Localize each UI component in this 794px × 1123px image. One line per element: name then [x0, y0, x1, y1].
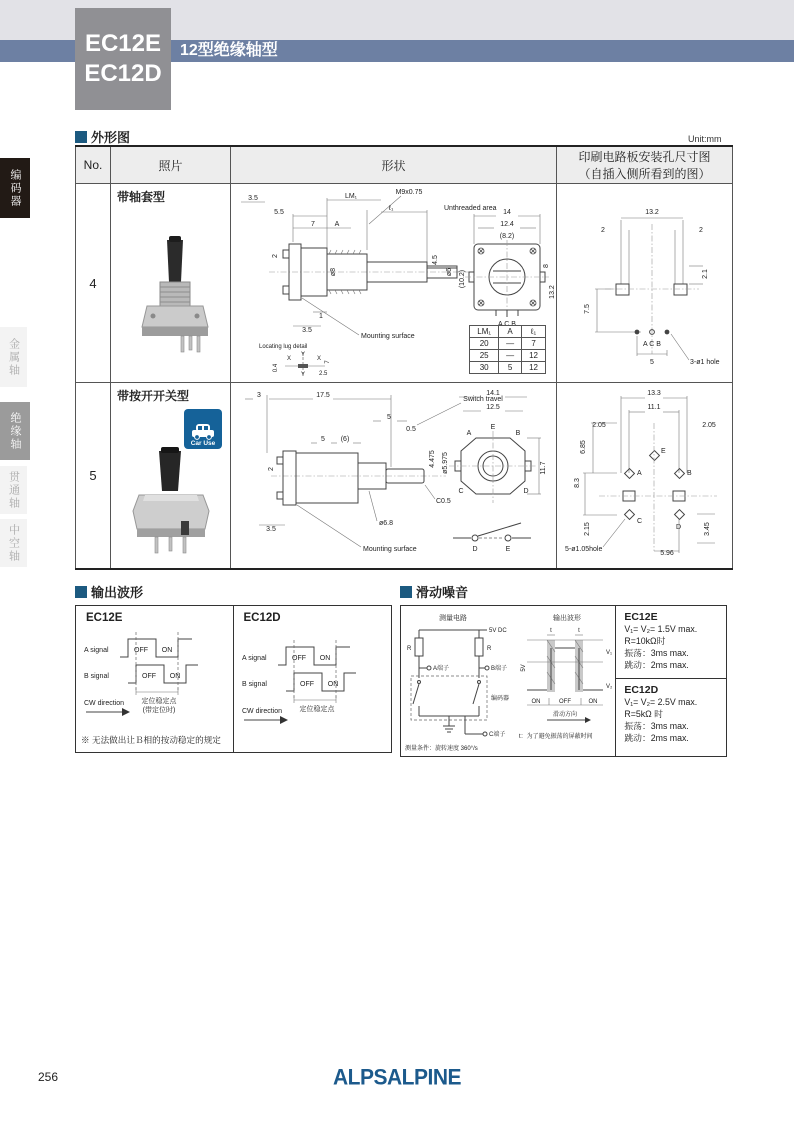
row5-no: 5	[76, 383, 111, 570]
dim-label: 3.45	[704, 522, 711, 536]
dim-label: 2.05	[592, 422, 606, 429]
row5-pcb-drawing	[557, 383, 732, 563]
pin-label: D	[676, 524, 682, 531]
dim-label: 2	[272, 254, 279, 258]
pin-label: D	[523, 488, 529, 495]
lm-cell: 20	[470, 338, 499, 350]
sidebar-tab-encoder[interactable]: 编码器	[0, 158, 30, 218]
resistor-label: R	[407, 646, 412, 652]
dim-label: 3.5	[248, 195, 258, 202]
state-label: ON	[319, 655, 330, 662]
dim-label: 7	[325, 360, 331, 364]
waveform-note: ※ 无法做出让Ｂ相的按动稳定的规定	[81, 735, 221, 745]
dim-label: 2.05	[702, 422, 716, 429]
row4-product-photo	[129, 232, 221, 362]
dim-label: 11.7	[540, 461, 547, 475]
row5-pcb-cell	[557, 383, 733, 570]
col-pcb-line1: 印刷电路板安装孔尺寸图	[578, 150, 711, 164]
brand-logo: ALPSALPINE	[332, 1065, 461, 1090]
table-row	[76, 383, 733, 570]
col-photo: 照片	[111, 146, 231, 184]
terminal-label: C端子	[489, 732, 506, 738]
spec-name: EC12D	[624, 684, 659, 696]
dim-label: Switch travel	[463, 396, 503, 403]
spec-line: 振荡：3ms max.	[624, 721, 689, 731]
panel-name: EC12D	[243, 612, 281, 624]
signal-label: A signal	[241, 655, 267, 662]
section-bullet-icon	[75, 586, 87, 598]
car-icon	[190, 422, 216, 440]
lm-header: LM₁	[470, 326, 499, 338]
dim-label: 0.4	[273, 363, 279, 373]
t-label: t	[550, 628, 552, 634]
dim-label: 2.15	[584, 522, 591, 536]
dim-label: 14.1	[486, 390, 500, 397]
row4-no: 4	[76, 184, 111, 383]
t-label: t	[578, 628, 580, 634]
dim-label: ø8	[330, 267, 337, 277]
dim-label: LM₁	[344, 193, 358, 200]
ec12e-waveform	[80, 624, 228, 724]
cw-label: CW direction	[84, 700, 125, 707]
ec12d-waveform	[238, 632, 386, 732]
spec-line: R=5kΩ 时	[624, 709, 663, 719]
state-label: ON	[161, 647, 173, 654]
wave-title: 输出波形	[553, 615, 581, 622]
lm-cell: —	[499, 350, 522, 362]
row5-type-label: 带按开开关型	[117, 389, 190, 403]
outline-section-label: 外形图	[91, 130, 131, 145]
spec-panel-ec12e	[616, 606, 726, 679]
wave-note: t：为了避免振荡的屏蔽时间	[519, 734, 593, 740]
pin-label: B	[687, 470, 692, 477]
lug-label: Y	[300, 352, 306, 358]
dim-label: 13.2	[645, 209, 659, 216]
model-line1: EC12E	[84, 30, 162, 57]
unit-label: Unit:mm	[688, 134, 722, 144]
car-use-label: Car Use	[190, 440, 216, 447]
lm-cell: 30	[470, 362, 499, 374]
dim-label: 2	[268, 467, 275, 471]
cw-label: CW direction	[241, 708, 282, 715]
dim-label: ø6	[446, 267, 453, 277]
page-title: 12型绝缘轴型	[180, 42, 278, 59]
dim-label: 2	[699, 227, 703, 234]
dim-label: C0.5	[436, 498, 451, 505]
waveform-section-title	[75, 582, 143, 601]
spec-line: V₁= V₂= 2.5V max.	[624, 697, 698, 707]
hole-label: 3-ø1 hole	[690, 359, 720, 366]
noise-box	[400, 605, 727, 757]
dim-label: 14	[503, 209, 511, 216]
row4-lm-table	[469, 325, 546, 374]
spec-name: EC12E	[624, 611, 658, 623]
output-wave-diagram	[519, 610, 615, 755]
dim-label: A	[334, 221, 340, 228]
model-box	[75, 8, 171, 110]
dim-label: (8.2)	[499, 233, 515, 240]
dim-label: 13.2	[549, 285, 556, 299]
row5-shape-cell	[231, 383, 557, 570]
col-no: No.	[76, 146, 111, 184]
dim-label: 12.4	[500, 221, 514, 228]
spec-panel-ec12d	[616, 679, 726, 744]
dim-label: 2.1	[702, 269, 709, 279]
dim-label: ø6.8	[379, 520, 394, 527]
row5-product-photo	[125, 445, 217, 557]
row5-shape-drawing	[231, 383, 556, 563]
page-number: 256	[38, 1070, 59, 1084]
dim-label: 11.1	[647, 404, 661, 411]
noise-specs	[616, 606, 726, 756]
noise-section-label: 滑动噪音	[416, 585, 469, 600]
pin-label: C	[637, 518, 643, 525]
condition-label: 测量条件：旋转速度 360°/s	[405, 746, 478, 752]
outline-table	[75, 145, 733, 570]
dim-label: 3.5	[266, 526, 276, 533]
waveform-box	[75, 605, 392, 753]
dim-label: 3	[257, 392, 261, 399]
lm-cell: 25	[470, 350, 499, 362]
lm-header: ℓ₁	[522, 326, 546, 338]
dim-label: 12.5	[486, 404, 500, 411]
section-bullet-icon	[75, 131, 87, 143]
dim-label: 7	[311, 221, 315, 228]
spec-line: 跳动：2ms max.	[624, 660, 689, 670]
circuit-title: 测量电路	[439, 615, 467, 622]
state-label: OFF	[134, 647, 148, 654]
dim-label: ø5.975	[442, 452, 449, 474]
state-label: OFF	[142, 673, 156, 680]
pin-label: B	[515, 430, 521, 437]
direction-label: 滑动方向	[552, 712, 578, 718]
state-label: ON	[531, 699, 541, 705]
sidebar-tab-hollow[interactable]: 中空轴	[0, 519, 27, 567]
row4-pcb-cell	[557, 184, 733, 383]
lm-cell: 7	[522, 338, 546, 350]
dim-label: ℓ₁	[388, 205, 394, 212]
sidebar-tab-through[interactable]: 贯通轴	[0, 466, 27, 514]
terminal-label: A端子	[433, 666, 450, 672]
measurement-circuit	[403, 610, 518, 755]
supply-label: 5V DC	[489, 628, 507, 634]
dim-label: 6.85	[580, 440, 587, 454]
signal-label: B signal	[84, 673, 109, 680]
lm-cell: 12	[522, 362, 546, 374]
pin-label: A	[466, 430, 472, 437]
spec-line: R=10kΩ时	[624, 636, 666, 646]
pin-label: C	[458, 488, 464, 495]
panel-name: EC12E	[86, 612, 123, 624]
dim-label: 13.3	[647, 390, 661, 397]
sidebar-tab-insulated[interactable]: 绝缘轴	[0, 402, 30, 460]
model-line2: EC12D	[84, 60, 162, 87]
spec-line: V₁= V₂= 1.5V max.	[624, 624, 698, 634]
col-pcb-line2: （自插入侧所看到的图）	[578, 167, 711, 181]
lug-label: X	[286, 356, 292, 362]
section-bullet-icon	[400, 586, 412, 598]
v-label: V₁	[606, 650, 613, 656]
switch-label: E	[505, 546, 511, 553]
outline-section-title	[75, 127, 130, 146]
lm-cell: 12	[522, 350, 546, 362]
dim-label: 5	[387, 414, 391, 421]
dim-label: 3.5	[302, 327, 312, 334]
pin-label: A	[637, 470, 642, 477]
col-pcb	[557, 146, 733, 184]
dim-label: (10.2)	[459, 269, 466, 289]
stable-label: 定位稳定点	[299, 706, 334, 713]
signal-label: A signal	[84, 647, 109, 654]
row4-photo-cell	[111, 184, 231, 383]
stable-label2: (带定位时)	[142, 707, 176, 714]
state-label: ON	[169, 673, 181, 680]
dim-label: 7.5	[584, 304, 591, 314]
dim-label: 4.475	[429, 450, 436, 468]
waveform-panel-ec12e	[76, 606, 234, 752]
car-use-badge	[184, 409, 222, 449]
dim-label: (6)	[340, 436, 350, 443]
table-row	[76, 184, 733, 383]
dim-label: Mounting surface	[363, 546, 417, 553]
state-label: ON	[588, 699, 598, 705]
dim-label: 17.5	[316, 392, 330, 399]
state-label: OFF	[291, 655, 306, 662]
dim-label: Unthreaded area	[444, 205, 497, 212]
v-label: V₂	[606, 684, 613, 690]
col-shape: 形状	[231, 146, 557, 184]
noise-diagrams	[401, 606, 616, 756]
pin-label: E	[490, 424, 496, 431]
row4-type-label: 带轴套型	[117, 190, 166, 204]
dim-label: 5.5	[274, 209, 284, 216]
dim-label: 4.5	[432, 255, 439, 265]
lm-header: A	[499, 326, 522, 338]
noise-section-title	[400, 582, 468, 601]
waveform-section-label: 输出波形	[91, 585, 144, 600]
row5-photo-cell	[111, 383, 231, 570]
pin-labels: A C B	[498, 321, 516, 328]
pin-labels: A C B	[643, 341, 661, 348]
state-label: OFF	[299, 681, 314, 688]
lm-cell: —	[499, 338, 522, 350]
switch-label: D	[472, 546, 478, 553]
hole-label: 5-ø1.05hole	[565, 546, 603, 553]
dim-label: 8	[543, 264, 550, 268]
terminal-label: B端子	[491, 666, 508, 672]
dim-label: 5	[321, 436, 325, 443]
dim-label: 5.96	[660, 550, 674, 557]
encoder-label: 编码器	[491, 696, 510, 702]
lm-cell: 5	[499, 362, 522, 374]
dim-label: 2.5	[319, 371, 328, 377]
state-label: OFF	[559, 699, 571, 705]
lug-label: Y	[300, 372, 306, 377]
dim-label: 1	[319, 313, 323, 320]
lug-title: Locating lug detail	[259, 344, 308, 350]
waveform-panel-ec12d	[234, 606, 392, 752]
state-label: ON	[327, 681, 338, 688]
row4-pcb-drawing	[557, 184, 732, 377]
v5-label: 5V	[521, 664, 527, 672]
resistor-label: R	[487, 646, 492, 652]
dim-label: Mounting surface	[361, 333, 415, 340]
pin-label: E	[661, 448, 666, 455]
lug-label: X	[316, 356, 322, 362]
stable-label: 定位稳定点	[141, 698, 177, 705]
signal-label: B signal	[241, 681, 267, 688]
sidebar-tab-metal[interactable]: 金属轴	[0, 327, 27, 387]
dim-label: 0.5	[406, 426, 416, 433]
spec-line: 跳动：2ms max.	[624, 733, 689, 743]
dim-label: 8.3	[574, 478, 581, 488]
spec-line: 振荡：3ms max.	[624, 648, 689, 658]
row4-shape-cell	[231, 184, 557, 383]
table-header-row	[76, 146, 733, 184]
dim-label: 5	[650, 359, 654, 366]
dim-label: 2	[601, 227, 605, 234]
dim-label: M9x0.75	[395, 189, 423, 196]
